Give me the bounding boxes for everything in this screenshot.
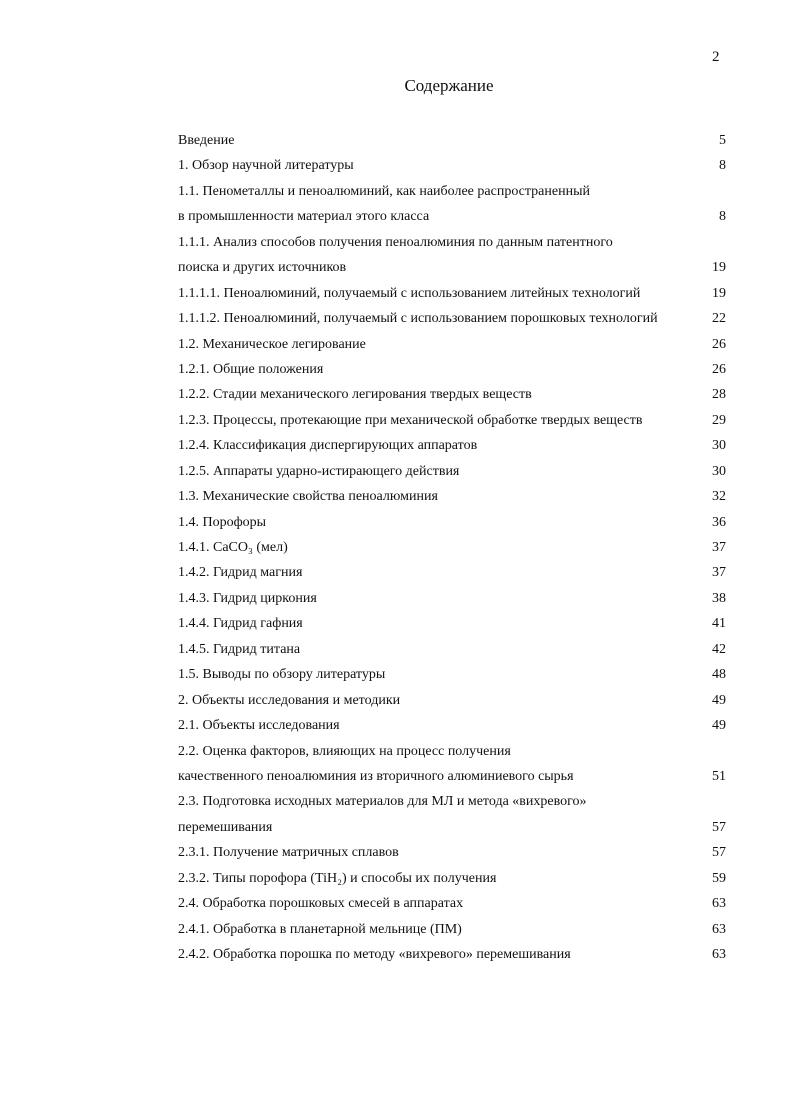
toc-entry xyxy=(178,130,726,155)
toc-entry xyxy=(178,384,726,409)
toc-entry-title: 1.2.1. Общие положения xyxy=(178,361,324,377)
toc-entry xyxy=(178,512,726,537)
toc-entry xyxy=(178,562,726,587)
toc-entry-title: 1.1.1.1. Пеноалюминий, получаемый с использованием литейных технологий xyxy=(178,285,641,301)
toc-entry xyxy=(178,690,726,715)
toc-entry xyxy=(178,435,726,460)
toc-entry-page: 49 xyxy=(712,692,726,708)
toc-entry xyxy=(178,613,726,638)
toc-entry xyxy=(178,588,726,613)
toc-entry-title: 1.2.3. Процессы, протекающие при механической обработке твердых веществ xyxy=(178,412,643,428)
toc-entry xyxy=(178,715,726,740)
toc-entry-page: 19 xyxy=(712,260,726,276)
toc-entry xyxy=(178,308,726,333)
toc-entry-title: 1.3. Механические свойства пеноалюминия xyxy=(178,489,438,505)
toc-entry-title: 2. Объекты исследования и методики xyxy=(178,692,401,708)
toc-entry-page: 30 xyxy=(712,438,726,454)
toc-entry xyxy=(178,791,726,816)
toc-entry xyxy=(178,410,726,435)
toc-entry xyxy=(178,639,726,664)
toc-entry-page: 37 xyxy=(712,565,726,581)
toc-entry-title: 2.4. Обработка порошковых смесей в аппаратах xyxy=(178,896,464,912)
toc-entry-page: 41 xyxy=(712,616,726,632)
toc-entry-page: 29 xyxy=(712,412,726,428)
toc-entry xyxy=(178,766,726,791)
toc-entry-page: 32 xyxy=(712,489,726,505)
toc-entry xyxy=(178,283,726,308)
toc-entry-title: 1.4.3. Гидрид циркония xyxy=(178,590,317,606)
toc-entry-title: 1.1. Пенометаллы и пеноалюминий, как наиболее распространенный xyxy=(178,183,590,199)
toc-entry xyxy=(178,537,726,562)
toc-entry-title: 1.4.1. CaCO₃ (мел) xyxy=(178,540,288,555)
toc-entry-page: 57 xyxy=(712,845,726,861)
toc-entry-title: 2.2. Оценка факторов, влияющих на процесс получения xyxy=(178,743,511,759)
toc-entry xyxy=(178,257,726,282)
toc-entry-page: 26 xyxy=(712,361,726,377)
toc-entry-page: 37 xyxy=(712,540,726,555)
toc-entry-page: 22 xyxy=(712,311,726,327)
toc-entry-page: 30 xyxy=(712,463,726,479)
toc-entry-page: 19 xyxy=(712,285,726,301)
toc-entry-title: 2.4.1. Обработка в планетарной мельнице (ПМ) xyxy=(178,921,462,937)
toc-entry-title: 1.1.1.2. Пеноалюминий, получаемый с использованием порошковых технологий xyxy=(178,311,658,327)
toc-entry-title: 2.3. Подготовка исходных материалов для МЛ и метода «вихревого» xyxy=(178,794,587,810)
toc-entry-page: 26 xyxy=(712,336,726,352)
toc-entry xyxy=(178,181,726,206)
toc-entry-page: 48 xyxy=(712,667,726,683)
toc-entry xyxy=(178,893,726,918)
toc-entry-title: поиска и других источников xyxy=(178,260,347,276)
toc-entry xyxy=(178,359,726,384)
toc-entry-title: 2.4.2. Обработка порошка по методу «вихревого» перемешивания xyxy=(178,947,571,962)
toc-entry-page: 49 xyxy=(712,718,726,734)
toc-entry-title: 1. Обзор научной литературы xyxy=(178,158,354,174)
toc-entry-page: 63 xyxy=(712,947,726,962)
toc-entry-title: 1.2.5. Аппараты ударно-истирающего действия xyxy=(178,463,460,479)
toc-entry-title: 1.4.5. Гидрид титана xyxy=(178,641,301,657)
toc-entry xyxy=(178,334,726,359)
toc-entry-page: 63 xyxy=(712,896,726,912)
toc-entry-title: 2.3.1. Получение матричных сплавов xyxy=(178,845,399,861)
toc-entry xyxy=(178,486,726,511)
toc-entry-page: 63 xyxy=(712,921,726,937)
toc-entry-page: 28 xyxy=(712,387,726,403)
toc-entry-title: качественного пеноалюминия из вторичного алюминиевого сырья xyxy=(178,768,574,784)
toc-entry xyxy=(178,232,726,257)
page-number: 2 xyxy=(712,49,720,65)
toc-entry xyxy=(178,664,726,689)
toc-entry xyxy=(178,944,726,969)
toc-entry xyxy=(178,919,726,944)
toc-entry-title: перемешивания xyxy=(178,819,273,835)
toc-entry-title: 1.4. Порофоры xyxy=(178,514,267,530)
toc-entry-title: Введение xyxy=(178,133,235,148)
toc-entry-title: 2.1. Объекты исследования xyxy=(178,718,340,734)
toc-entry-page: 57 xyxy=(712,819,726,835)
toc-entry-title: в промышленности материал этого класса xyxy=(178,209,430,225)
page-title: Содержание xyxy=(404,76,494,95)
toc-entry-title: 1.2.4. Классификация диспергирующих аппаратов xyxy=(178,438,478,454)
toc-entry xyxy=(178,155,726,180)
toc-entry xyxy=(178,206,726,231)
toc-entry-title: 1.4.2. Гидрид магния xyxy=(178,565,303,581)
toc-entry xyxy=(178,842,726,867)
toc-entry-title: 2.3.2. Типы порофора (TiH₂) и способы их получения xyxy=(178,870,497,886)
table-of-contents xyxy=(178,130,726,969)
toc-entry-page: 38 xyxy=(712,590,726,606)
toc-entry-page: 5 xyxy=(719,133,726,148)
toc-entry-title: 1.2. Механическое легирование xyxy=(178,336,366,352)
toc-entry xyxy=(178,868,726,893)
toc-entry-page: 8 xyxy=(719,158,726,174)
toc-entry-title: 1.1.1. Анализ способов получения пеноалюминия по данным патентного xyxy=(178,234,613,250)
toc-entry xyxy=(178,817,726,842)
toc-entry-page: 59 xyxy=(712,870,726,886)
toc-entry xyxy=(178,741,726,766)
toc-entry-page: 42 xyxy=(712,641,726,657)
toc-entry-title: 1.2.2. Стадии механического легирования твердых веществ xyxy=(178,387,532,403)
toc-entry-title: 1.5. Выводы по обзору литературы xyxy=(178,667,386,683)
toc-entry-page: 8 xyxy=(719,209,726,225)
toc-entry-title: 1.4.4. Гидрид гафния xyxy=(178,616,303,632)
toc-entry-page: 36 xyxy=(712,514,726,530)
toc-entry xyxy=(178,461,726,486)
toc-entry-page: 51 xyxy=(712,768,726,784)
